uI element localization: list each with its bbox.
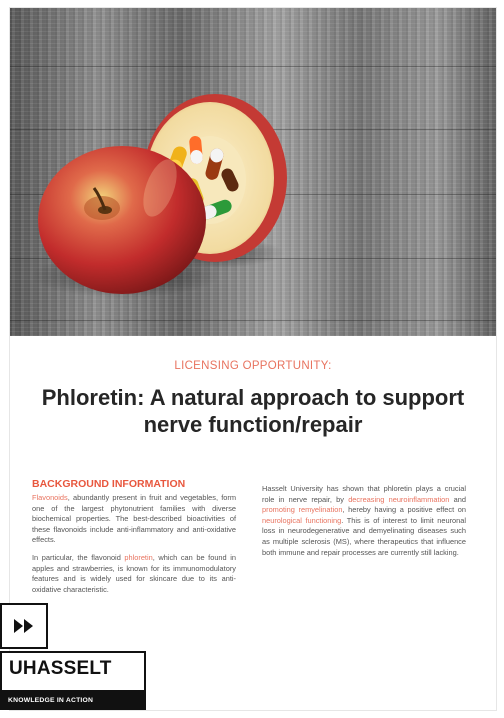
background-paragraph-2: In particular, the flavonoid phloretin, which can be found in apples and strawberries, is known for its immunomodulatory features and is widely used for skincare due to its anti-oxidative characteristic. xyxy=(32,552,236,594)
logo-tagline: KNOWLEDGE IN ACTION xyxy=(0,692,146,710)
background-column xyxy=(32,478,236,602)
phloretin-term: phloretin xyxy=(124,552,153,562)
licensing-kicker: LICENSING OPPORTUNITY: xyxy=(174,360,332,372)
apple-with-pills-illustration xyxy=(10,8,496,336)
background-heading: BACKGROUND INFORMATION xyxy=(32,478,186,490)
logo-mark xyxy=(0,603,48,649)
term-neurological-functioning: neurological functioning xyxy=(262,515,342,525)
term-neuroinflammation: decreasing neuroinflammation xyxy=(348,494,450,504)
page-title: Phloretin: A natural approach to support nerve function/repair xyxy=(41,385,465,437)
logo-wordmark xyxy=(0,651,146,692)
flavonoids-term: Flavonoids xyxy=(32,493,68,502)
research-column xyxy=(262,484,466,565)
fast-forward-icon xyxy=(2,605,46,647)
hero-image xyxy=(10,8,496,336)
background-paragraph-1: Flavonoids, abundantly present in fruit and vegetables, form one of the largest phytonutrient families with diverse biochemical properties. The best-described bioactivities of these flavonoids include anti-inflammatory and anti-oxidative effects. xyxy=(32,493,236,545)
logo-name: UHASSELT xyxy=(9,658,112,679)
flyer-page xyxy=(10,8,496,710)
research-paragraph: Hasselt University has shown that phloretin plays a crucial role in nerve repair, by decreasing neuroinflammation and promoting remyelination, hereby having a positive effect on neurological functioning. This is of interest to limit neuronal loss in neurodegenerative and demyelinating diseases such as multiple sclerosis (MS), where therapeutics that influence both immune and repair processes are currently still lacking. xyxy=(262,484,467,557)
term-remyelination: promoting remyelination xyxy=(262,505,343,515)
